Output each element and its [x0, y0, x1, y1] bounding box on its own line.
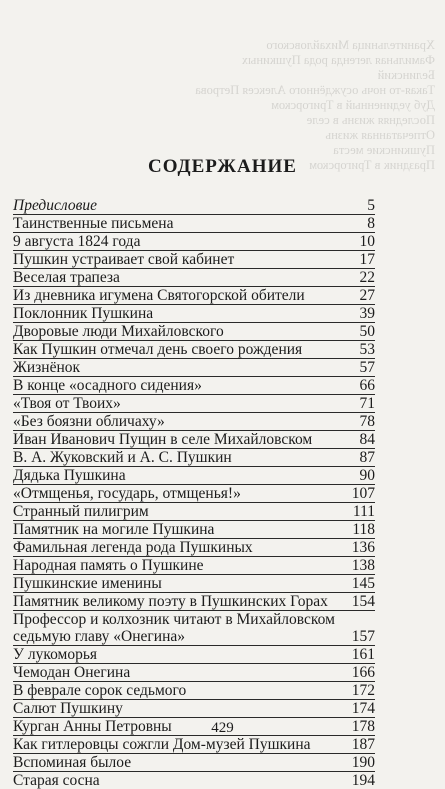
toc-entry-page: 107 [351, 485, 375, 502]
toc-entry-title: 9 августа 1824 года [13, 233, 141, 250]
ghost-line: Белинский [377, 68, 435, 82]
toc-entry-page: 87 [359, 449, 375, 466]
ghost-line: Пушкинские места [333, 143, 435, 157]
toc-entry-page: 27 [359, 287, 375, 304]
ghost-line: Последняя жизнь в селе [306, 113, 435, 127]
toc-entry-title: Старая сосна [13, 772, 100, 789]
toc-entry-title: Салют Пушкину [13, 700, 123, 717]
toc-entry-page: 57 [359, 359, 375, 376]
toc-entry-title: Жизнёнок [13, 359, 81, 376]
toc-entry [13, 323, 375, 341]
toc-entry [13, 341, 375, 359]
toc-entry [13, 431, 375, 449]
toc-entry-title: Как Пушкин отмечал день своего рождения [13, 341, 303, 358]
toc-entry-page: 66 [359, 377, 375, 394]
toc-entry-title: В конце «осадного сидения» [13, 377, 202, 394]
toc-entry-page: 174 [351, 700, 375, 717]
toc-entry-page: 10 [359, 233, 375, 250]
toc-entry-title: Как гитлеровцы сожгли Дом-музей Пушкина [13, 736, 311, 753]
toc-entry-page: 118 [352, 521, 375, 538]
toc-entry-title: «Без боязни обличаху» [13, 413, 165, 430]
contents-heading: СОДЕРЖАНИЕ [148, 156, 297, 177]
toc-entry-title: Странный пилигрим [13, 503, 149, 520]
toc-entry [13, 611, 375, 646]
toc-entry [13, 449, 375, 467]
toc-entry-title: У лукоморья [13, 646, 98, 663]
toc-entry-title: Памятник великому поэту в Пушкинских Горах [13, 593, 328, 610]
toc-entry [13, 593, 375, 611]
toc-entry-title: Профессор и колхозник читают в Михайловском седьмую главу «Онегина» [13, 611, 335, 645]
toc-entry-title: Поклонник Пушкина [13, 305, 154, 322]
toc-entry [13, 359, 375, 377]
toc-entry-page: 187 [351, 736, 375, 753]
toc-entry [13, 197, 375, 215]
toc-entry-page: 166 [351, 664, 375, 681]
toc-entry-page: 8 [367, 215, 375, 232]
toc-entry-page: 90 [359, 467, 375, 484]
toc-entry [13, 521, 375, 539]
toc-entry-title: Памятник на могиле Пушкина [13, 521, 215, 538]
table-of-contents [13, 197, 375, 789]
toc-entry-page: 190 [351, 754, 375, 771]
toc-entry-page: 157 [351, 628, 375, 645]
toc-entry-page: 84 [359, 431, 375, 448]
toc-entry [13, 575, 375, 593]
toc-entry-title: Вспоминая былое [13, 754, 132, 771]
toc-entry [13, 754, 375, 772]
toc-entry-page: 50 [359, 323, 375, 340]
ghost-line: Хранительница Михайловского [266, 38, 435, 52]
toc-entry [13, 377, 375, 395]
toc-entry [13, 539, 375, 557]
toc-entry-title: Народная память о Пушкине [13, 557, 204, 574]
ghost-line: Праздник в Тригорском [309, 158, 435, 172]
toc-entry [13, 395, 375, 413]
toc-entry-page: 136 [351, 539, 375, 556]
toc-entry-page: 154 [351, 593, 375, 610]
toc-entry [13, 682, 375, 700]
toc-entry [13, 215, 375, 233]
toc-entry-page: 53 [359, 341, 375, 358]
toc-entry-title: Дворовые люди Михайловского [13, 323, 224, 340]
ghost-line: Такая-то ночь осуждённого Алексея Петрова [195, 83, 435, 97]
toc-entry [13, 736, 375, 754]
toc-entry-page: 39 [359, 305, 375, 322]
toc-entry-title: Таинственные письмена [13, 215, 174, 232]
toc-entry [13, 664, 375, 682]
ghost-line: Фамильная легенда рода Пушкиных [241, 53, 435, 67]
toc-entry-page: 138 [351, 557, 375, 574]
toc-entry [13, 287, 375, 305]
toc-entry-title: Дядька Пушкина [13, 467, 126, 484]
toc-entry [13, 485, 375, 503]
toc-entry-page: 111 [352, 503, 375, 520]
toc-entry-title: Иван Иванович Пущин в селе Михайловском [13, 431, 313, 448]
toc-entry-page: 17 [359, 251, 375, 268]
toc-entry-page: 22 [359, 269, 375, 286]
toc-entry [13, 413, 375, 431]
toc-entry-title: Веселая трапеза [13, 269, 120, 286]
bleed-through-text [150, 38, 435, 173]
toc-entry [13, 305, 375, 323]
toc-entry-title: Курган Анны Петровны [13, 718, 172, 735]
toc-entry [13, 557, 375, 575]
ghost-line: Дуб уединенный в Тригорском [271, 98, 435, 112]
toc-entry-page: 178 [351, 718, 375, 735]
toc-entry [13, 251, 375, 269]
toc-entry-title: Фамильная легенда рода Пушкиных [13, 539, 253, 556]
toc-entry-page: 5 [367, 197, 375, 214]
toc-entry-title: В. А. Жуковский и А. С. Пушкин [13, 449, 232, 466]
toc-entry-title: Пушкинские именины [13, 575, 162, 592]
toc-entry-page: 194 [351, 772, 375, 789]
toc-entry-title: Пушкин устраивает свой кабинет [13, 251, 235, 268]
toc-entry [13, 646, 375, 664]
toc-entry [13, 233, 375, 251]
toc-entry-title: «Отмщенья, государь, отмщенья!» [13, 485, 241, 502]
ghost-line: Отпечатанная жизнь [325, 128, 435, 142]
toc-entry-title: В феврале сорок седьмого [13, 682, 187, 699]
toc-entry-page: 161 [351, 646, 375, 663]
toc-entry-page: 71 [359, 395, 375, 412]
toc-entry-title: Из дневника игумена Святогорской обители [13, 287, 305, 304]
toc-entry-page: 145 [351, 575, 375, 592]
toc-entry-title: Предисловие [13, 197, 97, 214]
toc-entry [13, 772, 375, 789]
toc-entry [13, 503, 375, 521]
toc-entry-title: «Твоя от Твоих» [13, 395, 121, 412]
toc-entry-title: Чемодан Онегина [13, 664, 131, 681]
toc-entry [13, 700, 375, 718]
toc-entry-page: 172 [351, 682, 375, 699]
toc-entry [13, 467, 375, 485]
toc-entry-page: 78 [359, 413, 375, 430]
toc-entry [13, 269, 375, 287]
page-number: 429 [211, 720, 234, 736]
